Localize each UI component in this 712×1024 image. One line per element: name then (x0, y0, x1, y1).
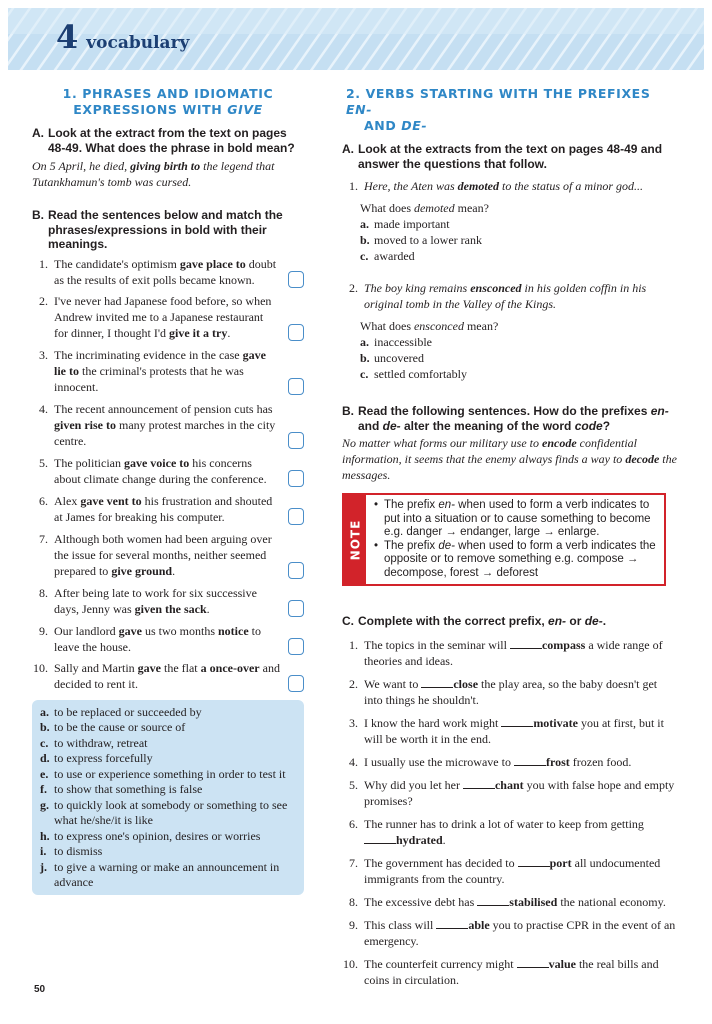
answer-option (342, 366, 678, 382)
sentence-item (32, 293, 304, 341)
gap-text (364, 715, 678, 747)
gap-pre: The topics in the seminar will (364, 637, 510, 652)
sentence-post-2: and decided to rent it. (54, 660, 280, 691)
option-text: made important (374, 217, 450, 231)
section2-partC-instruction (342, 614, 678, 629)
answer-box[interactable] (288, 378, 304, 395)
sentence-text (54, 623, 304, 655)
answer-box[interactable] (288, 508, 304, 525)
sentence-pre: Alex (54, 493, 81, 508)
quote-post: the legend that Tutankhamun's tomb was cursed. (32, 159, 275, 189)
q1-options (342, 216, 678, 264)
gap-pre: I know the hard work might (364, 715, 502, 730)
sentence-number: 7. (39, 531, 48, 546)
partB-instruction-text: Read the sentences below and match the phrases/expressions in bold with their meanings. (48, 208, 283, 251)
gap-blank[interactable] (436, 919, 468, 929)
sentence-item (32, 493, 304, 525)
s2-partB-pre: Read the following sentences. How do the prefixes (358, 404, 651, 418)
sentence-post: his concerns about climate change during the conference. (54, 455, 267, 486)
section2-title-line2-text: AND (364, 118, 402, 133)
section1-title-line2-text: EXPRESSIONS WITH (73, 102, 228, 117)
meaning-letter: a. (40, 704, 49, 719)
gap-number: 4. (349, 754, 358, 769)
s2-partC-en: en- (548, 614, 567, 628)
meaning-item (40, 844, 298, 860)
section2-partA-instruction (342, 142, 678, 171)
gap-item (342, 917, 678, 949)
gap-number: 3. (349, 715, 358, 730)
sentence-number: 5. (39, 455, 48, 470)
meaning-item (40, 829, 298, 845)
note-bullet-1: • The prefix en- when used to form a verb indicates to put into a situation or to cause something to become e.g. danger → endanger, large → enlarge. (374, 499, 651, 538)
option-letter: c. (360, 367, 369, 381)
sentence-phrase: gave (118, 623, 142, 638)
answer-option (342, 334, 678, 350)
option-letter: a. (360, 217, 369, 231)
section1-partB-instruction (32, 208, 304, 252)
meaning-text: to withdraw, retreat (54, 735, 148, 750)
q1-quote (364, 178, 678, 194)
gap-number: 2. (349, 676, 358, 691)
sentence-number: 4. (39, 401, 48, 416)
gap-item (342, 715, 678, 747)
section1-title-give: GIVE (227, 102, 263, 117)
sentence-number: 8. (39, 585, 48, 600)
gap-number: 5. (349, 777, 358, 792)
sentence-text (54, 660, 304, 692)
option-text: awarded (374, 249, 415, 263)
sentence-post-2: to leave the house. (54, 623, 261, 654)
page-header (0, 0, 712, 78)
sentence-text (54, 256, 304, 288)
partB-letter: B. (32, 208, 44, 222)
s2-partC-text (358, 614, 606, 629)
sentence-pre: The incriminating evidence in the case (54, 347, 243, 362)
s2-quote-decode: decode (625, 452, 660, 466)
sentence-pre: The candidate's optimism (54, 256, 180, 271)
sentence-post: the flat (160, 660, 201, 675)
sentence-text (54, 531, 304, 579)
note-tab (344, 495, 366, 584)
sentence-phrase: gave voice to (123, 455, 190, 470)
gap-text (364, 855, 678, 887)
sentence-item (32, 256, 304, 288)
s2-partB-en: en- (650, 404, 669, 418)
q1-quote-bold: demoted (457, 179, 499, 193)
gap-number: 8. (349, 894, 358, 909)
meaning-text: to express forcefully (54, 751, 153, 765)
sentence-phrase: gave (137, 660, 161, 675)
q2-quote-bold: ensconced (470, 281, 522, 295)
sentence-phrase: gave vent to (80, 493, 142, 508)
option-letter: b. (360, 233, 370, 247)
meaning-letter: f. (40, 782, 47, 796)
sentence-number: 2. (39, 293, 48, 308)
q2-number: 2. (349, 281, 358, 295)
sentence-pre: The politician (54, 455, 124, 470)
sentence-item (32, 585, 304, 617)
section2-title-line1-text: 2. VERBS STARTING WITH THE PREFIXES (346, 86, 651, 101)
answer-box[interactable] (288, 271, 304, 288)
gap-text (364, 777, 678, 809)
q2-question-word: ensconced (413, 319, 464, 333)
answer-option (342, 216, 678, 232)
gap-word: hydrated (396, 832, 443, 847)
partA-letter: A. (32, 126, 44, 140)
quote-pre: On 5 April, he died, (32, 159, 131, 173)
note-label: NOTE (348, 519, 363, 560)
q2-quote (364, 280, 678, 312)
s2-partC-letter: C. (342, 614, 354, 628)
meaning-item (40, 736, 298, 752)
sentence-text (54, 455, 304, 487)
gap-pre: We want to (364, 676, 422, 691)
s2-partB-letter: B. (342, 404, 354, 418)
sentence-number: 10. (33, 660, 48, 675)
option-text: moved to a lower rank (374, 233, 482, 247)
sentence-number: 1. (39, 256, 48, 271)
sentence-phrase-2: notice (218, 623, 249, 638)
q1-question-pre: What does (360, 201, 414, 215)
meaning-text: to show that something is false (54, 782, 203, 796)
gap-word: stabilised (509, 894, 558, 909)
gap-pre: Why did you let her (364, 777, 463, 792)
gap-item (342, 676, 678, 708)
gap-post: the national economy. (557, 894, 666, 909)
gap-blank[interactable] (463, 779, 495, 789)
sentence-phrase: give ground (111, 563, 173, 578)
q2-quote-pre: The boy king remains (364, 281, 471, 295)
meaning-letter: d. (40, 751, 50, 765)
meaning-text: to dismiss (54, 844, 103, 858)
sentence-post: . (172, 563, 176, 578)
s2-partB-de: de- (382, 418, 401, 433)
unit-title (56, 18, 189, 56)
note-b2-post: when used to form a verb indicates the opposite or to remove something e.g. compose → decompose, forest → deforest (384, 539, 656, 579)
gap-number: 9. (349, 917, 358, 932)
gap-word: close (453, 676, 479, 691)
gap-item (342, 855, 678, 887)
section2-title-line2 (346, 118, 678, 134)
quote-bold: giving birth to (130, 159, 201, 173)
sentence-number: 3. (39, 347, 48, 362)
gap-pre: The runner has to drink a lot of water to keep from getting (364, 816, 644, 831)
note-b1-en: en- (438, 499, 455, 511)
gap-number: 7. (349, 855, 358, 870)
sentence-pre: Although both women had been arguing over the issue for several months, neither seemed prepared to (54, 531, 272, 578)
s2-quote-post: the messages. (342, 452, 677, 482)
gap-word: value (548, 956, 576, 971)
meanings-list (40, 705, 298, 891)
sentence-pre: Our landlord (54, 623, 119, 638)
gap-item (342, 777, 678, 809)
note-b2-pre: The prefix (384, 539, 439, 552)
gap-fill-list (342, 637, 678, 988)
meaning-item (40, 751, 298, 767)
s2-quote-mid: confidential information, it seems that the enemy always finds a way to (342, 436, 637, 466)
gap-blank[interactable] (510, 639, 542, 649)
meaning-item (40, 767, 298, 783)
q2-question-post: mean? (463, 319, 499, 333)
sentence-post: doubt as the results of exit polls became known. (54, 256, 277, 287)
gap-text (364, 894, 678, 910)
gap-pre: I usually use the microwave to (364, 754, 514, 769)
gap-item (342, 816, 678, 848)
sentence-item (32, 347, 304, 395)
note-body (366, 495, 664, 584)
sentence-text (54, 401, 304, 449)
meaning-letter: c. (40, 735, 49, 750)
meaning-text: to give a warning or make an announcement in advance (54, 859, 280, 889)
s2-partB-instruction-text (358, 404, 678, 433)
gap-post: . (442, 832, 446, 847)
meaning-item (40, 782, 298, 798)
gap-word: able (468, 917, 490, 932)
gap-blank[interactable] (518, 857, 550, 867)
section2-partB-instruction (342, 404, 678, 433)
q1-question-word: demoted (413, 201, 455, 215)
s2-question-2 (342, 280, 678, 312)
note-bullet-2: • The prefix de- when used to form a verb indicates the opposite or to remove something e.g. compose → decompose, forest → deforest (374, 539, 656, 579)
gap-post: you with false hope and empty promises? (364, 777, 675, 808)
answer-option (342, 232, 678, 248)
gap-text (364, 816, 678, 848)
sentence-item (32, 401, 304, 449)
sentence-phrase-2: a once-over (200, 660, 260, 675)
sentence-text (54, 493, 304, 525)
sentence-list (32, 256, 304, 692)
answer-box[interactable] (288, 470, 304, 487)
gap-post: the play area, so the baby doesn't get into things he shouldn't. (364, 676, 658, 707)
sentence-item (32, 623, 304, 655)
meaning-text: to use or experience something in order to test it (54, 766, 286, 781)
page-number: 50 (34, 984, 46, 995)
section1-title-line1: 1. PHRASES AND IDIOMATIC (62, 86, 274, 101)
sentence-post: . (206, 601, 210, 616)
meaning-letter: e. (40, 766, 49, 781)
gap-post: you to practise CPR in the event of an emergency. (364, 917, 676, 948)
sentence-phrase: gave lie to (54, 347, 266, 378)
option-letter: b. (360, 351, 370, 365)
answer-box[interactable] (288, 675, 304, 692)
q2-question-pre: What does (360, 319, 414, 333)
sentence-pre: After being late to work for six successive days, Jenny was (54, 585, 257, 616)
note-b1-post: when used to form a verb indicates to put into a situation or to cause something to become e.g. danger → endanger, large → enlarge. (384, 499, 651, 538)
gap-blank[interactable] (514, 756, 546, 766)
section2-title (342, 86, 678, 134)
gap-pre: This class will (364, 917, 437, 932)
unit-number: 4 (56, 18, 79, 56)
answer-box[interactable] (288, 562, 304, 579)
sentence-pre: Sally and Martin (54, 660, 138, 675)
q2-options (342, 334, 678, 382)
gap-item (342, 754, 678, 770)
gap-word: chant (494, 777, 524, 792)
sentence-number: 6. (39, 493, 48, 508)
gap-text (364, 637, 678, 669)
sentence-post: his frustration and shouted at James for breaking his computer. (54, 493, 273, 524)
gap-blank[interactable] (364, 834, 396, 844)
meaning-text: to quickly look at somebody or something to see what he/she/it is like (54, 797, 288, 827)
sentence-item (32, 455, 304, 487)
gap-pre: The government has decided to (364, 855, 518, 870)
gap-number: 1. (349, 637, 358, 652)
section1-title (32, 86, 304, 118)
gap-text (364, 754, 678, 770)
s2-partB-and: and (358, 418, 383, 433)
sentence-text (54, 585, 304, 617)
unit-word: vocabulary (86, 33, 190, 53)
meaning-item (40, 720, 298, 736)
section1-partA-quote (32, 158, 304, 190)
gap-item (342, 894, 678, 910)
section2-title-line1 (346, 86, 678, 118)
gap-number: 6. (349, 816, 358, 831)
gap-number: 10. (343, 956, 358, 971)
sentence-phrase: give it a try (169, 325, 228, 340)
s2-partB-mid: alter the meaning of the word (400, 418, 575, 433)
sentence-post: . (227, 325, 231, 340)
q1-quote-post: to the status of a minor god... (498, 179, 643, 193)
gap-text (364, 917, 678, 949)
sentence-phrase: given the sack (134, 601, 207, 616)
partA-instruction-text: Look at the extract from the text on pages 48-49. What does the phrase in bold mean? (48, 126, 295, 155)
meaning-letter: i. (40, 844, 47, 858)
sentence-post: the criminal's protests that he was innocent. (54, 363, 244, 394)
gap-word: compass (541, 637, 586, 652)
gap-blank[interactable] (501, 717, 533, 727)
meaning-item (40, 798, 298, 829)
sentence-phrase: given rise to (54, 417, 116, 432)
option-letter: a. (360, 335, 369, 349)
section1-title-line2 (32, 102, 304, 118)
answer-option (342, 350, 678, 366)
answer-box[interactable] (288, 638, 304, 655)
gap-text (364, 676, 678, 708)
sentence-post: many protest marches in the city centre. (54, 417, 276, 448)
right-column (342, 84, 678, 988)
option-letter: c. (360, 249, 369, 263)
q1-question (342, 200, 678, 216)
meaning-item (40, 705, 298, 721)
s2-partC-de: de- (584, 614, 603, 628)
s2-quote-encode: encode (542, 436, 577, 450)
s2-partA-letter: A. (342, 142, 354, 156)
gap-word: motivate (533, 715, 578, 730)
sentence-pre: The recent announcement of pension cuts has (54, 401, 273, 416)
gap-text (364, 956, 678, 988)
meaning-text: to express one's opinion, desires or worries (54, 828, 261, 843)
answer-box[interactable] (288, 432, 304, 449)
option-text: uncovered (374, 351, 424, 365)
section2-title-en: EN- (346, 102, 372, 117)
gap-post: frozen food. (569, 754, 632, 769)
gap-blank[interactable] (421, 678, 453, 688)
q1-quote-pre: Here, the Aten was (364, 179, 458, 193)
s2-partC-or: or (566, 614, 585, 628)
meaning-text: to be replaced or succeeded by (54, 704, 202, 719)
gap-post: you at first, but it will be worth it in the end. (364, 715, 664, 746)
answer-box[interactable] (288, 600, 304, 617)
q1-question-post: mean? (454, 201, 489, 215)
s2-quote-pre: No matter what forms our military use to (342, 436, 543, 450)
gap-blank[interactable] (517, 958, 549, 968)
option-text: inaccessible (374, 335, 432, 349)
sentence-number: 9. (39, 623, 48, 638)
s2-partB-quote (342, 435, 678, 483)
s2-partC-pre: Complete with the correct prefix, (358, 614, 549, 628)
s2-partB-code: code (574, 418, 603, 433)
q1-number: 1. (349, 179, 358, 193)
note-b1-pre: The prefix (384, 499, 439, 511)
gap-item (342, 637, 678, 669)
gap-word: frost (545, 754, 570, 769)
meanings-box (32, 700, 304, 895)
gap-pre: The counterfeit currency might (364, 956, 517, 971)
gap-pre: The excessive debt has (364, 894, 478, 909)
q2-quote-post: in his golden coffin in his original tomb in the Valley of the Kings. (364, 281, 647, 311)
answer-box[interactable] (288, 324, 304, 341)
gap-blank[interactable] (477, 896, 509, 906)
meaning-item (40, 860, 298, 891)
s2-partC-post: . (602, 614, 607, 628)
meaning-letter: b. (40, 720, 50, 734)
sentence-item (32, 660, 304, 692)
gap-post: a wide range of theories and ideas. (364, 637, 663, 668)
s2-question-1 (342, 178, 678, 194)
sentence-post: us two months (141, 623, 218, 638)
meaning-letter: j. (40, 859, 47, 874)
sentence-phrase: gave place to (179, 256, 246, 271)
gap-word: port (549, 855, 572, 870)
section1-partA-instruction (32, 126, 304, 155)
meaning-text: to be the cause or source of (54, 720, 186, 734)
sentence-item (32, 531, 304, 579)
left-column (32, 84, 304, 895)
note-box (342, 493, 666, 586)
s2-partB-post: ? (602, 418, 611, 433)
note-b2-de: de- (438, 539, 455, 552)
answer-option (342, 248, 678, 264)
sentence-text (54, 293, 304, 341)
gap-post: all undocumented immigrants from the country. (364, 855, 661, 886)
section2-title-de: DE- (401, 118, 428, 133)
sentence-pre: I've never had Japanese food before, so when Andrew invited me to a Japanese restaurant for dinner, I thought I'd (54, 293, 272, 340)
option-text: settled comfortably (374, 367, 467, 381)
s2-partA-instruction-text: Look at the extracts from the text on pages 48-49 and answer the questions that follow. (358, 142, 663, 171)
gap-item (342, 956, 678, 988)
meaning-letter: g. (40, 797, 49, 812)
q2-question (342, 318, 678, 334)
meaning-letter: h. (40, 828, 50, 843)
gap-post: the real bills and coins in circulation. (364, 956, 659, 987)
sentence-text (54, 347, 304, 395)
